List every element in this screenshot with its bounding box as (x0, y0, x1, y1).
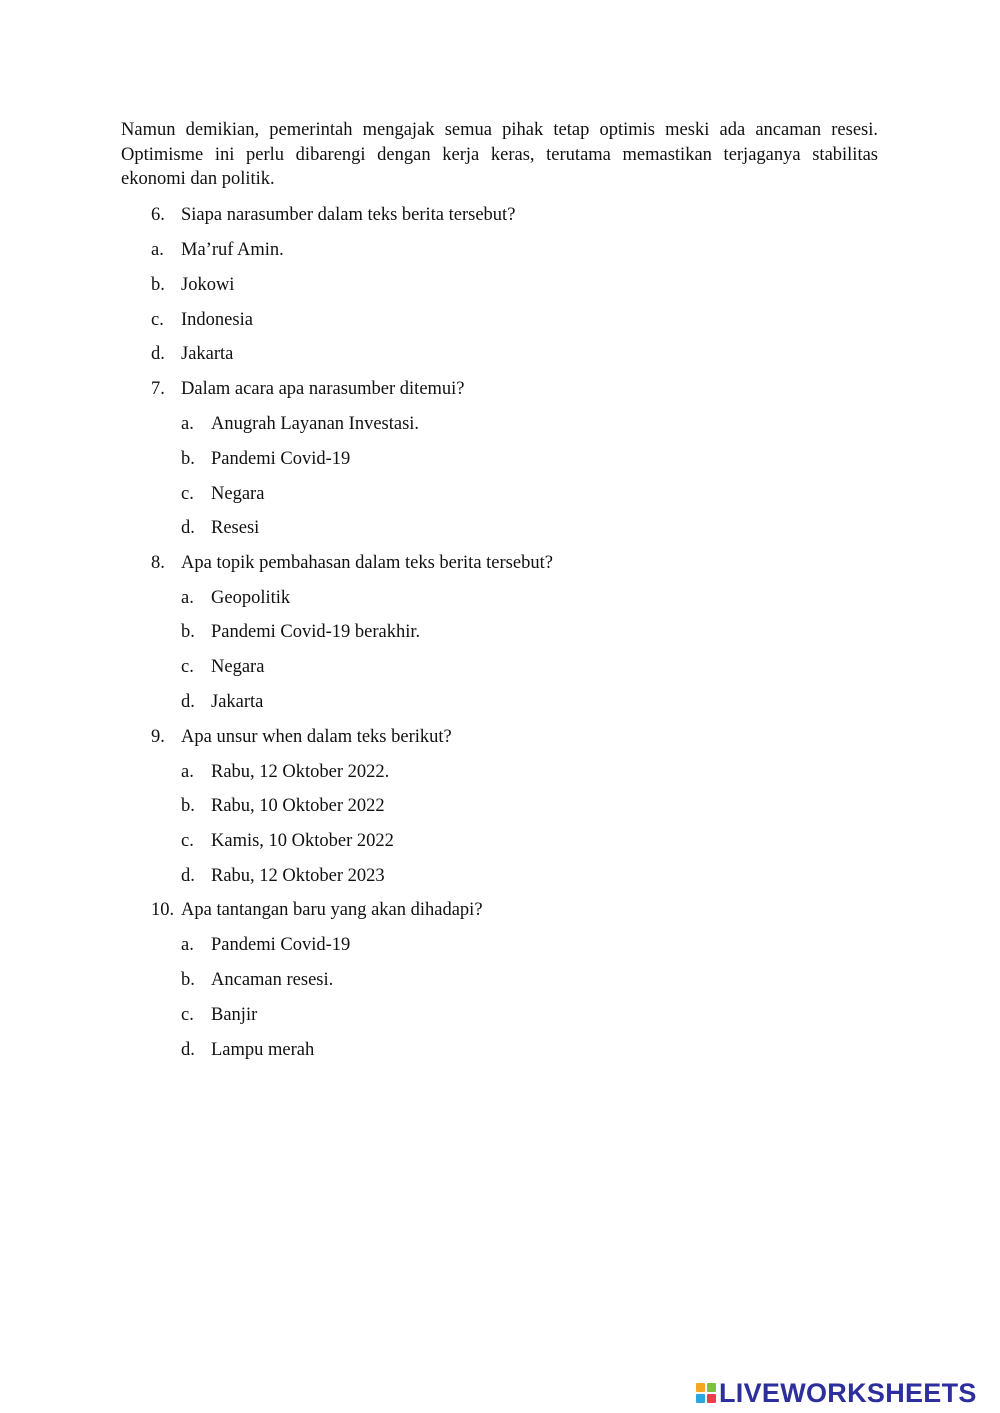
q6-option-b[interactable] (151, 273, 234, 297)
option-letter: a. (181, 414, 194, 434)
question-10 (151, 898, 483, 922)
q6-option-c[interactable] (151, 308, 253, 332)
option-letter: c. (181, 657, 194, 677)
option-letter: c. (181, 484, 194, 504)
question-9 (151, 725, 452, 749)
option-text: Anugrah Layanan Investasi. (211, 414, 420, 434)
option-text: Rabu, 12 Oktober 2023 (211, 866, 385, 886)
question-number: 8. (151, 553, 165, 573)
intro-paragraph (121, 118, 878, 192)
q10-option-b[interactable] (181, 968, 333, 992)
logo-tile (696, 1394, 705, 1403)
intro-line-3: ekonomi dan politik. (121, 169, 275, 189)
q6-option-a[interactable] (151, 238, 284, 262)
option-text: Negara (211, 657, 265, 677)
logo-tile (707, 1394, 716, 1403)
question-number: 10. (151, 900, 175, 920)
question-text: Dalam acara apa narasumber ditemui? (181, 379, 465, 399)
q8-option-d[interactable] (181, 690, 263, 714)
option-text: Negara (211, 484, 265, 504)
q8-option-b[interactable] (181, 620, 420, 644)
option-text: Pandemi Covid-19 (211, 935, 351, 955)
option-letter: b. (181, 449, 195, 469)
option-letter: a. (181, 762, 194, 782)
q9-option-c[interactable] (181, 829, 394, 853)
option-text: Ma’ruf Amin. (181, 240, 284, 260)
option-letter: a. (181, 588, 194, 608)
question-text: Apa unsur when dalam teks berikut? (181, 727, 452, 747)
liveworksheets-logo-icon (696, 1383, 716, 1403)
option-letter: d. (181, 1040, 195, 1060)
option-text: Pandemi Covid-19 berakhir. (211, 622, 421, 642)
question-8 (151, 551, 553, 575)
option-letter: d. (181, 518, 195, 538)
q9-option-b[interactable] (181, 794, 385, 818)
option-letter: b. (151, 275, 165, 295)
option-text: Kamis, 10 Oktober 2022 (211, 831, 394, 851)
question-text: Apa topik pembahasan dalam teks berita tersebut? (181, 553, 553, 573)
q7-option-c[interactable] (181, 482, 264, 506)
option-letter: b. (181, 622, 195, 642)
option-text: Rabu, 12 Oktober 2022. (211, 762, 390, 782)
q7-option-d[interactable] (181, 516, 259, 540)
option-text: Ancaman resesi. (211, 970, 334, 990)
option-letter: c. (181, 1005, 194, 1025)
option-text: Banjir (211, 1005, 258, 1025)
q6-option-d[interactable] (151, 342, 233, 366)
q7-option-b[interactable] (181, 447, 350, 471)
q8-option-a[interactable] (181, 586, 290, 610)
question-6 (151, 203, 515, 227)
question-text: Siapa narasumber dalam teks berita tersebut? (181, 205, 516, 225)
q10-option-a[interactable] (181, 933, 350, 957)
option-text: Rabu, 10 Oktober 2022 (211, 796, 385, 816)
option-text: Pandemi Covid-19 (211, 449, 351, 469)
q7-option-a[interactable] (181, 412, 419, 436)
logo-tile (696, 1383, 705, 1392)
logo-tile (707, 1383, 716, 1392)
option-letter: b. (181, 796, 195, 816)
question-text: Apa tantangan baru yang akan dihadapi? (181, 900, 483, 920)
option-text: Jakarta (211, 692, 264, 712)
option-text: Jokowi (181, 275, 235, 295)
question-number: 6. (151, 205, 165, 225)
option-letter: a. (181, 935, 194, 955)
question-number: 7. (151, 379, 165, 399)
liveworksheets-footer (696, 1378, 977, 1408)
option-letter: d. (181, 692, 195, 712)
option-letter: b. (181, 970, 195, 990)
option-letter: c. (181, 831, 194, 851)
option-letter: d. (181, 866, 195, 886)
option-text: Indonesia (181, 310, 253, 330)
question-7 (151, 377, 465, 401)
q10-option-c[interactable] (181, 1003, 257, 1027)
intro-line-1: Namun demikian, pemerintah mengajak semua pihak tetap optimis meski ada ancaman resesi. (121, 120, 878, 140)
option-text: Geopolitik (211, 588, 291, 608)
option-text: Lampu merah (211, 1040, 315, 1060)
option-text: Resesi (211, 518, 260, 538)
option-letter: d. (151, 344, 165, 364)
q10-option-d[interactable] (181, 1038, 314, 1062)
intro-line-2: Optimisme ini perlu dibarengi dengan kerja keras, terutama memastikan terjaganya stabilitas (121, 144, 878, 165)
option-text: Jakarta (181, 344, 234, 364)
q9-option-d[interactable] (181, 864, 385, 888)
option-letter: a. (151, 240, 164, 260)
brand-name: LIVEWORKSHEETS (719, 1377, 977, 1408)
question-number: 9. (151, 727, 165, 747)
option-letter: c. (151, 310, 164, 330)
q9-option-a[interactable] (181, 760, 389, 784)
q8-option-c[interactable] (181, 655, 264, 679)
